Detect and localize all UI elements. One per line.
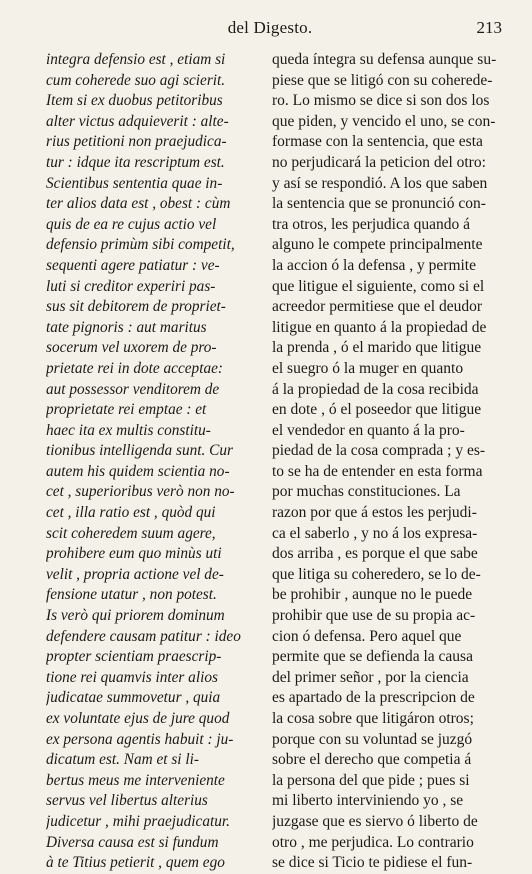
spanish-text-line: el vendedor en quanto á la pro- bbox=[272, 421, 465, 439]
spanish-text-line: be prohibir , aunque no le puede bbox=[272, 586, 473, 604]
spanish-text-line: tra otros, les perjudica quando á bbox=[272, 215, 470, 233]
latin-text-line: propter scientiam praescrip- bbox=[46, 648, 222, 666]
spanish-text-line: dos arriba , es porque el que sabe bbox=[272, 545, 478, 563]
latin-text-line: aut possessor venditorem de bbox=[46, 380, 220, 398]
latin-text-line: à te Titius petierit , quem ego bbox=[46, 854, 225, 872]
latin-text-line: prohibere eum quo minùs uti bbox=[46, 545, 222, 563]
latin-text-line: quis de ea re cujus actio vel bbox=[46, 215, 217, 233]
spanish-text-line: juzgase que es siervo ó liberto de bbox=[272, 812, 478, 830]
latin-text-line: tionibus intelligenda sunt. Cur bbox=[46, 442, 233, 460]
spanish-text-line: ro. Lo mismo se dice si son dos los bbox=[272, 92, 490, 110]
latin-text-line: Item si ex duobus petitoribus bbox=[46, 92, 223, 110]
spanish-text-line: y así se respondió. A los que saben bbox=[272, 174, 488, 192]
spanish-text-line: la accion ó la defensa , y permite bbox=[272, 256, 476, 274]
spanish-text-line: mi liberto interviniendo yo , se bbox=[272, 792, 464, 810]
spanish-text-line: razon por que á estos les perjudi- bbox=[272, 504, 477, 522]
latin-text-line: tione rei quamvis inter alios bbox=[46, 668, 218, 686]
spanish-text-line: queda íntegra su defensa aunque su- bbox=[272, 51, 497, 68]
latin-text-line: haec ita ex multis constitu- bbox=[46, 421, 211, 439]
spanish-text-line: que litiga su coheredero, se lo de- bbox=[272, 565, 481, 583]
spanish-text-line: litigue en quanto á la propiedad de bbox=[272, 318, 487, 336]
spanish-text-line: cion ó defensa. Pero aquel que bbox=[272, 627, 462, 645]
latin-text-line: ex voluntate ejus de jure quod bbox=[46, 710, 230, 727]
spanish-text-line: no perjudicará la peticion del otro: bbox=[272, 153, 486, 171]
spanish-text-line: en dote , ó el poseedor que litigue bbox=[272, 401, 482, 419]
latin-text-line: luti si creditor experiri pas- bbox=[46, 277, 216, 295]
latin-text-line: autem his quidem scientia no- bbox=[46, 462, 230, 480]
latin-text-line: sequenti agere patiatur : ve- bbox=[46, 256, 220, 274]
latin-text-line: ter alios data est , obest : cùm bbox=[46, 195, 231, 213]
latin-text-line: prietate rei in dote acceptae: bbox=[46, 359, 223, 377]
spanish-text-line: el suegro ó la muger en quanto bbox=[272, 359, 464, 377]
latin-text-line: defendere causam patitur : ideo bbox=[46, 627, 241, 645]
spanish-text-column bbox=[272, 50, 498, 874]
latin-text-line: velit , propria actione vel de- bbox=[46, 565, 224, 583]
spanish-text-line: prohibir que use de su propia ac- bbox=[272, 607, 476, 625]
spanish-text-line: por muchas constituciones. La bbox=[272, 483, 461, 501]
spanish-text-line: to se ha de entender en esta forma bbox=[272, 462, 483, 480]
latin-text-line: Is verò qui priorem dominum bbox=[46, 607, 225, 625]
running-title: del Digesto. bbox=[227, 18, 313, 37]
latin-text-line: defensio primùm sibi competit, bbox=[46, 236, 235, 254]
latin-text-column bbox=[46, 50, 266, 874]
latin-text-line: rius petitioni non praejudica- bbox=[46, 133, 227, 151]
spanish-text-line: que litigue el siguiente, como si el bbox=[272, 277, 485, 295]
latin-text-line: integra defensio est , etiam si bbox=[46, 51, 226, 68]
spanish-text-line: la persona del que pide ; pues si bbox=[272, 771, 470, 789]
latin-text-line: judicatae summovetur , quia bbox=[46, 689, 221, 707]
latin-text-line: Diversa causa est si fundum bbox=[46, 833, 219, 851]
spanish-text-line: la sentencia que se pronunció con- bbox=[272, 195, 486, 213]
latin-text-line: sus sit debitorem de propriet- bbox=[46, 298, 226, 316]
spanish-text-line: sobre el derecho que competia á bbox=[272, 751, 472, 769]
latin-text-line: judicetur , mihi praejudicatur. bbox=[46, 812, 230, 830]
latin-text-line: cum coherede suo agi scierit. bbox=[46, 71, 226, 89]
page-header bbox=[38, 18, 502, 44]
latin-text-line: dicatum est. Nam et si li- bbox=[46, 751, 199, 769]
spanish-text-line: alguno le compete principalmente bbox=[272, 236, 483, 254]
spanish-text-line: acreedor permitiese que el deudor bbox=[272, 298, 483, 316]
latin-text-line: tate pignoris : aut maritus bbox=[46, 318, 207, 336]
spanish-text-line: ca el saberlo , y no á los expresa- bbox=[272, 524, 478, 542]
spanish-text-line: es apartado de la prescripcion de bbox=[272, 689, 475, 707]
spanish-text-line: á la propiedad de la cosa recibida bbox=[272, 380, 479, 398]
spanish-text-line: la prenda , ó el marido que litigue bbox=[272, 339, 482, 357]
latin-text-line: Scientibus sententia quae in- bbox=[46, 174, 223, 192]
spanish-text-line: que piden, y vencido el uno, se con- bbox=[272, 112, 496, 130]
latin-text-line: cet , superioribus verò non no- bbox=[46, 483, 235, 501]
spanish-text-line: piese que se litigó con su coherede- bbox=[272, 71, 493, 89]
latin-text-line: fensione utatur , non potest. bbox=[46, 586, 217, 604]
spanish-text-line: se dice si Ticio te pidiese el fun- bbox=[272, 854, 473, 872]
spanish-text-line: formase con la sentencia, que esta bbox=[272, 133, 483, 151]
latin-text-line: alter victus adquieverit : alte- bbox=[46, 112, 229, 130]
spanish-text-line: porque con su voluntad se juzgó bbox=[272, 730, 473, 748]
spanish-text-line: la cosa sobre que litigáron otros; bbox=[272, 710, 474, 727]
spanish-text-line: piedad de la cosa comprada ; y es- bbox=[272, 442, 486, 460]
spanish-text-line: permite que se defienda la causa bbox=[272, 648, 473, 666]
page-number: 213 bbox=[476, 18, 502, 37]
latin-text-line: proprietate rei emptae : et bbox=[46, 401, 207, 419]
latin-text-line: ex persona agentis habuit : ju- bbox=[46, 730, 234, 748]
spanish-text-line: otro , me perjudica. Lo contrario bbox=[272, 833, 474, 851]
latin-text-line: bertus meus me interveniente bbox=[46, 771, 225, 789]
latin-text-line: servus vel libertus alterius bbox=[46, 792, 208, 810]
latin-text-line: socerum vel uxorem de pro- bbox=[46, 339, 217, 357]
latin-text-line: cet , illa ratio est , quòd qui bbox=[46, 504, 216, 522]
latin-text-line: scit coheredem suum agere, bbox=[46, 524, 216, 542]
spanish-text-line: del primer señor , por la ciencia bbox=[272, 668, 469, 686]
latin-text-line: tur : idque ita rescriptum est. bbox=[46, 153, 225, 171]
